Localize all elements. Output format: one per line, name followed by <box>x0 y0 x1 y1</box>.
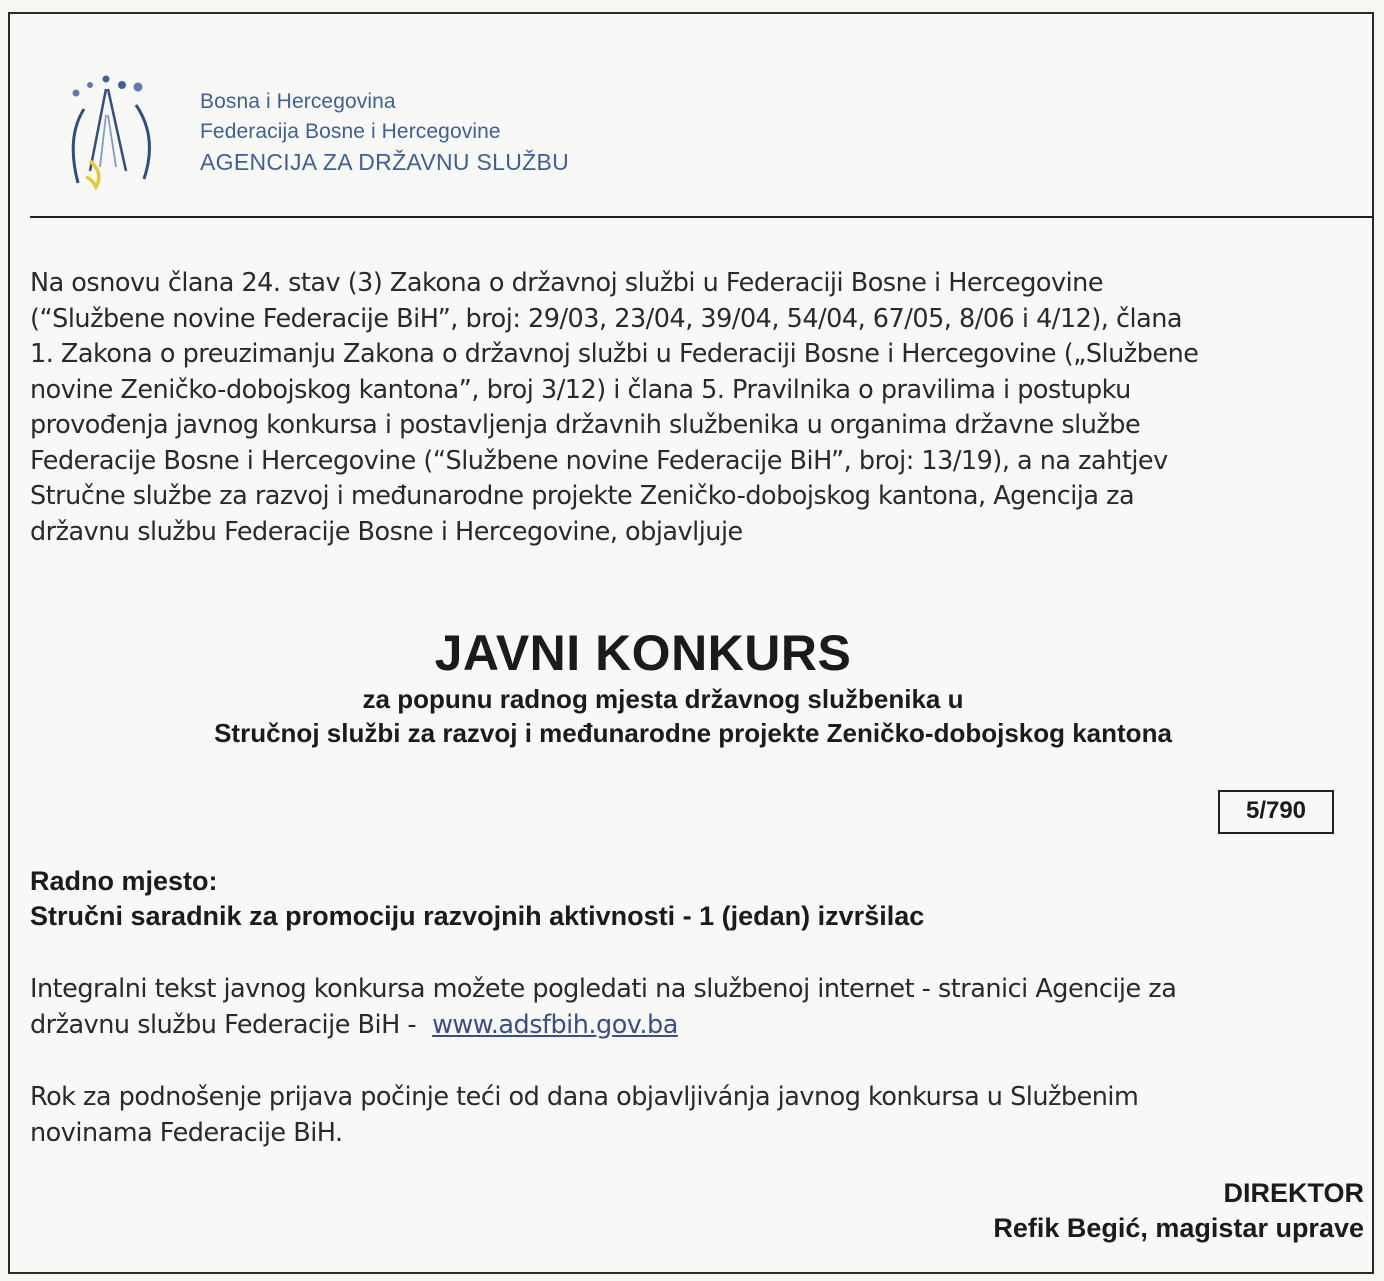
announcement-frame <box>8 12 1374 1274</box>
position-label: Radno mjesto: <box>30 866 218 896</box>
agency-website-link[interactable]: www.adsfbih.gov.ba <box>432 1009 678 1040</box>
position-title: Stručni saradnik za promociju razvojnih aktivnosti - 1 (jedan) izvršilac <box>30 901 925 931</box>
intro-line: Federacije Bosne i Hercegovine (“Službene novine Federacije BiH”, broj: 13/19), a na zahtjev <box>30 445 1168 476</box>
info-line: Integralni tekst javnog konkursa možete pogledati na službenoj internet - stranici Agencije za <box>30 974 1177 1004</box>
signature-block <box>993 1176 1364 1246</box>
page-title: JAVNI KONKURS <box>434 625 852 681</box>
intro-line: Na osnovu člana 24. stav (3) Zakona o državnoj službi u Federaciji Bosne i Hercegovine <box>30 268 1104 298</box>
subtitle-line-2: Stručnoj službi za razvoj i međunarodne projekte Zeničko-dobojskog kantona <box>214 718 1172 748</box>
signature-role: DIREKTOR <box>1223 1178 1364 1208</box>
header-divider <box>30 216 1374 218</box>
intro-line: 1. Zakona o preuzimanju Zakona o državnoj službi u Federaciji Bosne i Hercegovine („Službene <box>30 339 1199 369</box>
deadline-line: Rok za podnošenje prijava počinje teći od dana objavljivánja javnog konkursa u Službenim <box>30 1082 1139 1112</box>
agency-people-logo-icon <box>60 75 170 195</box>
subtitle-line-1: za popunu radnog mjesta državnog službenika u <box>362 684 964 714</box>
info-paragraph <box>30 972 1370 1043</box>
signature-name: Refik Begić, magistar uprave <box>993 1213 1364 1243</box>
position-section <box>30 864 1370 934</box>
intro-line: Stručne službe za razvoj i međunarodne projekte Zeničko-dobojskog kantona, Agencija za <box>30 481 1135 511</box>
reference-number-box: 5/790 <box>1218 790 1334 834</box>
org-country: Bosna i Hercegovina <box>200 90 396 113</box>
info-line-text: državnu službu Federacije BiH - <box>30 1009 417 1040</box>
intro-paragraph <box>30 266 1370 550</box>
org-agency: AGENCIJA ZA DRŽAVNU SLUŽBU <box>200 149 570 175</box>
intro-line: provođenja javnog konkursa i postavljenja državnih službenika u organima državne službe <box>30 410 1141 440</box>
intro-line: državnu službu Federacije Bosne i Hercegovine, objavljuje <box>30 516 743 547</box>
deadline-paragraph <box>30 1080 1370 1151</box>
deadline-line: novinama Federacije BiH. <box>30 1117 343 1148</box>
title-block <box>10 624 1376 750</box>
info-line <box>30 1008 1370 1044</box>
agency-header <box>60 69 760 209</box>
org-federation: Federacija Bosne i Hercegovine <box>200 120 501 143</box>
intro-line: novine Zeničko-dobojskog kantona”, broj 3/12) i člana 5. Pravilnika o pravilima i postupku <box>30 374 1131 405</box>
intro-line: (“Službene novine Federacije BiH”, broj: 29/03, 23/04, 39/04, 54/04, 67/05, 8/06 i 4/12), člana <box>30 303 1183 334</box>
